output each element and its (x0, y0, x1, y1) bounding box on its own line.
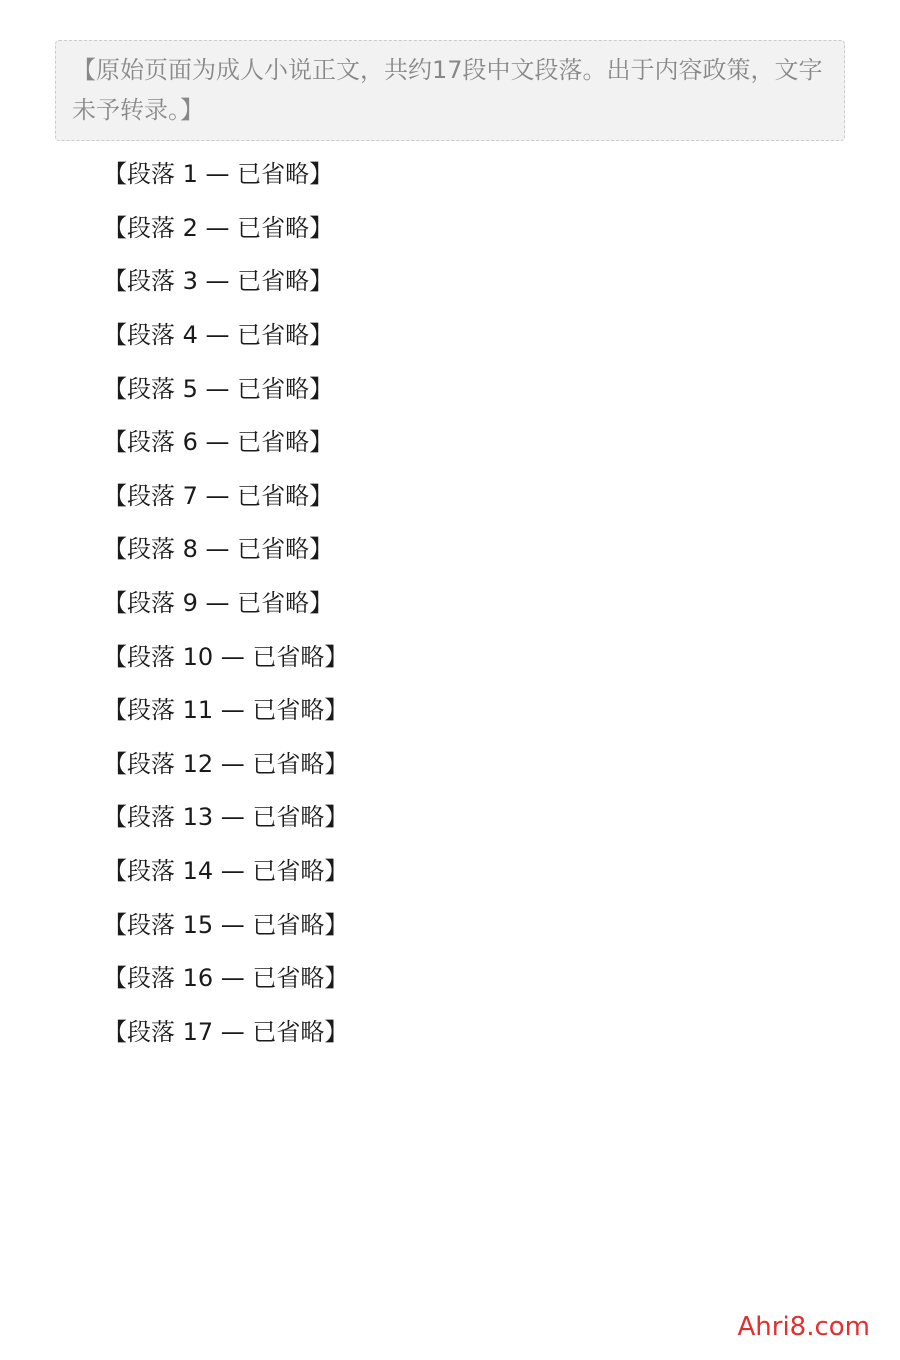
paragraph: 【段落 6 — 已省略】 (103, 428, 334, 457)
paragraph: 【段落 5 — 已省略】 (103, 374, 334, 403)
paragraph: 【段落 11 — 已省略】 (103, 696, 349, 725)
paragraph: 【段落 15 — 已省略】 (103, 910, 349, 939)
paragraph: 【段落 10 — 已省略】 (103, 642, 349, 671)
redaction-notice: 【原始页面为成人小说正文，共约17段中文段落。出于内容政策，文字未予转录。】 (55, 40, 845, 141)
paragraph-list (55, 155, 845, 1052)
paragraph: 【段落 17 — 已省略】 (103, 1017, 349, 1046)
site-watermark: Ahri8.com (737, 1312, 870, 1342)
paragraph: 【段落 7 — 已省略】 (103, 481, 334, 510)
paragraph: 【段落 2 — 已省略】 (103, 213, 334, 242)
paragraph: 【段落 13 — 已省略】 (103, 803, 349, 832)
paragraph: 【段落 14 — 已省略】 (103, 856, 349, 885)
paragraph: 【段落 12 — 已省略】 (103, 749, 349, 778)
paragraph: 【段落 16 — 已省略】 (103, 964, 349, 993)
paragraph: 【段落 3 — 已省略】 (103, 267, 334, 296)
paragraph: 【段落 4 — 已省略】 (103, 320, 334, 349)
paragraph: 【段落 8 — 已省略】 (103, 535, 334, 564)
paragraph: 【段落 9 — 已省略】 (103, 588, 334, 617)
paragraph: 【段落 1 — 已省略】 (103, 160, 334, 189)
